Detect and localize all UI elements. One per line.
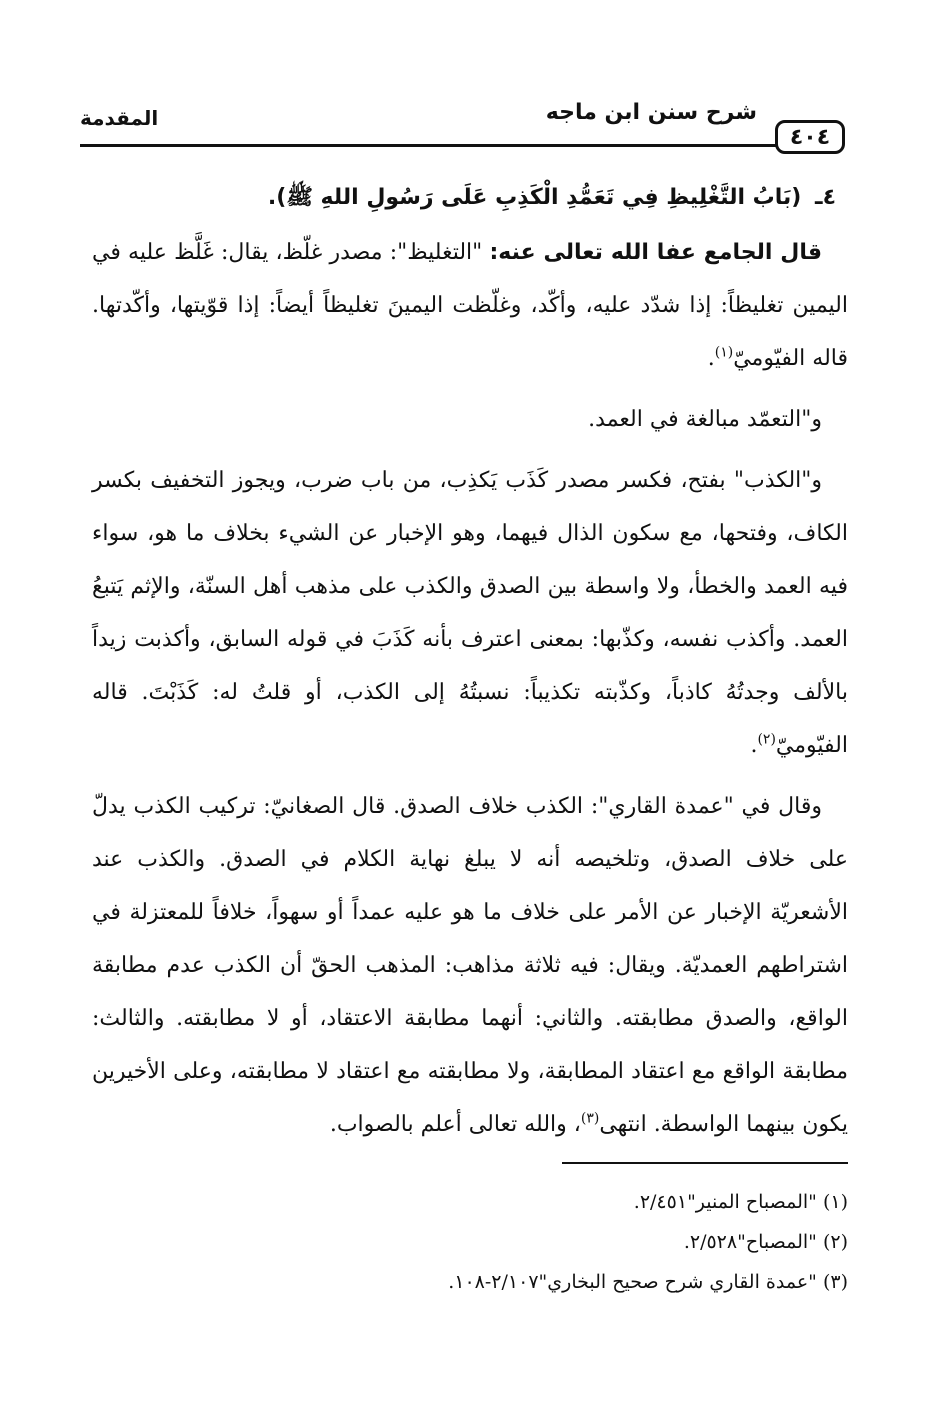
body-text bbox=[92, 226, 848, 1159]
paragraph-end: . bbox=[707, 346, 715, 371]
footnote-ref[interactable]: (٢) bbox=[757, 731, 776, 748]
footnote-2: (٢) "المصباح"٢/٥٢٨. bbox=[683, 1231, 848, 1253]
paragraph-lead: قال الجامع عفا الله تعالى عنه: bbox=[489, 240, 822, 265]
footnote-1: (١) "المصباح المنير"٢/٤٥١. bbox=[633, 1191, 848, 1213]
paragraph-text: وقال في "عمدة القاري": الكذب خلاف الصدق. قال الصغانيّ: تركيب الكذب يدلّ على خلاف الصدق، وتلخيصه أنه لا يبلغ نهاية الكلام في الصدق. والكذب عند الأشعريّة الإخبار عن الأمر على خلاف ما هو عليه عمداً أو سهواً، خلافاً للمعتزلة في اشتراطهم العمديّة. ويقال: فيه ثلاثة مذاهب: المذهب الحقّ أن الكذب عدم مطابقة الواقع، والصدق مطابقته. والثاني: أنهما مطابقة الاعتقاد، أو لا مطابقته. والثالث: مطابقة الواقع مع اعتقاد المطابقة، ولا مطابقته مع اعتقاد لا مطابقته، وعلى الأخيرين يكون بينهما الواسطة. انتهى bbox=[92, 794, 848, 1137]
paragraph-end: ، والله تعالى أعلم بالصواب. bbox=[329, 1112, 581, 1137]
paragraph-2 bbox=[92, 393, 848, 446]
chapter-title: (بَابُ التَّغْلِيظِ فِي تَعَمُّدِ الْكَذِبِ عَلَى رَسُولِ اللهِ ﷺ). bbox=[267, 185, 802, 210]
footnotes bbox=[92, 1182, 848, 1302]
paragraph-3 bbox=[92, 454, 848, 772]
paragraph-text: "التغليظ": مصدر غلّظ، يقال: غَلَّظ عليه في اليمين تغليظاً: إذا شدّد عليه، وأكّد، وغلّظت اليمينَ تغليظاً أيضاً: إذا قوّيتها، وأكّدتها. قاله الفيّوميّ bbox=[92, 240, 848, 371]
chapter-heading bbox=[90, 178, 836, 218]
footnote-3: (٣) "عمدة القاري شرح صحيح البخاري"٢/١٠٧-١٠٨. bbox=[448, 1271, 848, 1293]
paragraph-text: و"الكذب" بفتح، فكسر مصدر كَذَب يَكذِب، من باب ضرب، ويجوز التخفيف بكسر الكاف، وفتحها، مع سكون الذال فيهما، وهو الإخبار عن الشيء بخلاف ما هو، سواء فيه العمد والخطأ، ولا واسطة بين الصدق والكذب على مذهب أهل السنّة، والإثم يَتبعُ العمد. وأكذب نفسه، وكذّبها: بمعنى اعترف بأنه كَذَبَ في قوله السابق، وأكذبت زيداً بالألف وجدتُهُ كاذباً، وكذّبته تكذيباً: نسبتُهُ إلى الكذب، أو قلتُ له: كَذَبْتَ. قاله الفيّوميّ bbox=[92, 468, 848, 758]
header-rule bbox=[80, 144, 785, 147]
page-number: ٤٠٤ bbox=[775, 120, 845, 154]
paragraph-4 bbox=[92, 780, 848, 1151]
paragraph-1 bbox=[92, 226, 848, 385]
footnote-ref[interactable]: (١) bbox=[714, 344, 734, 361]
page-header bbox=[80, 96, 845, 156]
footnote-ref[interactable]: (٣) bbox=[580, 1110, 600, 1127]
paragraph-text: و"التعمّد مبالغة في العمد. bbox=[588, 407, 822, 432]
section-title: المقدمة bbox=[80, 106, 159, 130]
book-title: شرح سنن ابن ماجه bbox=[545, 100, 757, 125]
chapter-number: ٤ـ bbox=[815, 185, 836, 210]
footnote-rule bbox=[562, 1162, 848, 1164]
paragraph-end: . bbox=[750, 733, 758, 758]
